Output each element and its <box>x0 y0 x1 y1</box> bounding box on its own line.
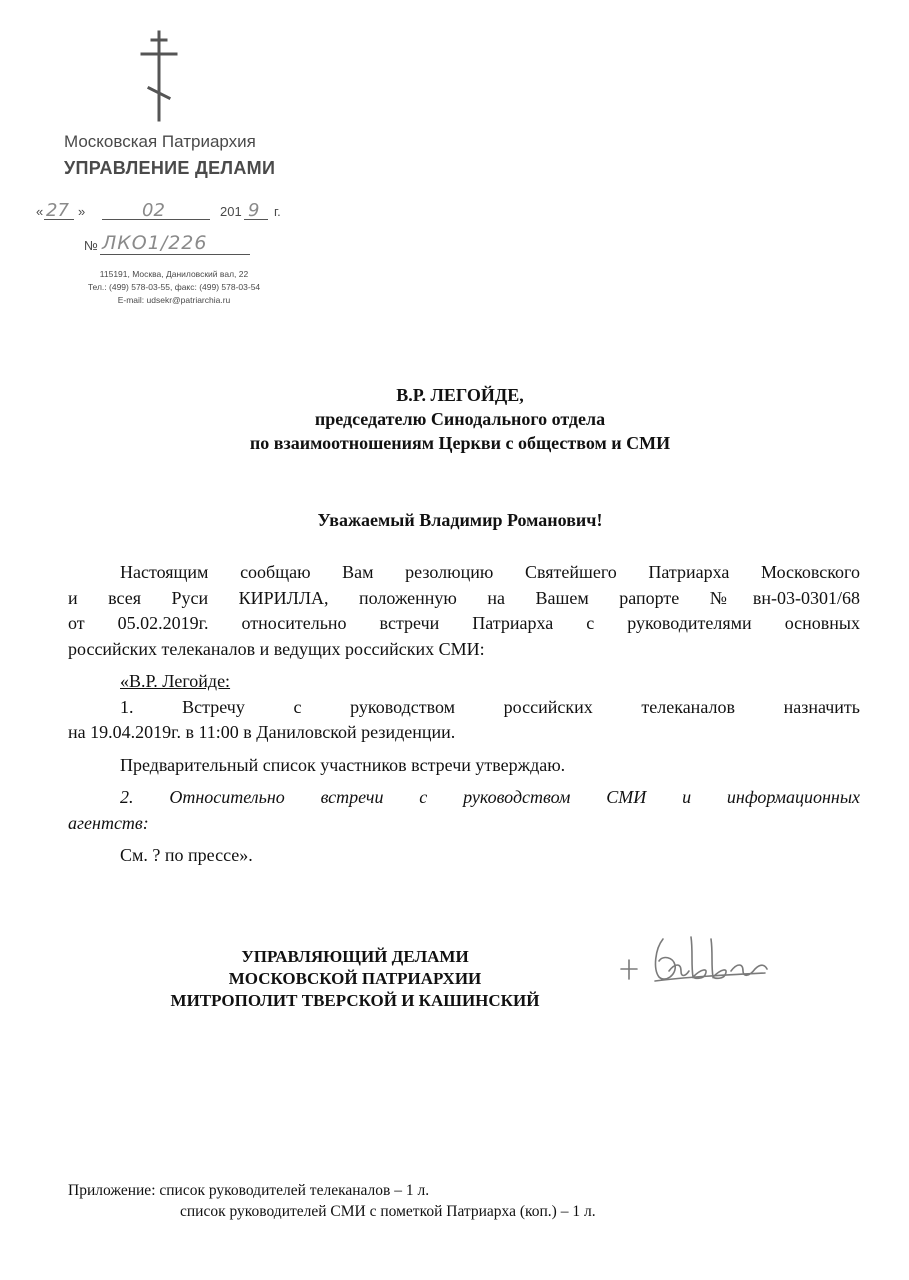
date-open-quote: « <box>36 204 44 219</box>
letterhead-address <box>64 268 284 307</box>
date-day-handwritten: 27 <box>46 200 69 221</box>
date-month-handwritten: 02 <box>142 200 165 221</box>
email-line: E-mail: udsekr@patriarchia.ru <box>117 295 231 305</box>
number-label: № <box>84 238 98 253</box>
number-line <box>100 254 250 255</box>
body-line: российских телеканалов и ведущих российских СМИ: <box>68 638 485 659</box>
resolution-item-1-line: на 19.04.2019г. в 11:00 в Даниловской резиденции. <box>68 722 456 742</box>
signatory-line: МОСКОВСКОЙ ПАТРИАРХИИ <box>228 969 482 988</box>
date-year-line <box>244 219 268 220</box>
date-suffix: г. <box>274 204 281 219</box>
letterhead-department: УПРАВЛЕНИЕ ДЕЛАМИ <box>64 158 276 178</box>
date-year-handwritten: 9 <box>248 200 260 221</box>
letterhead-number-field <box>84 232 284 258</box>
phone-line: Тел.: (499) 578-03-55, факс: (499) 578-03-54 <box>87 282 261 292</box>
resolution-item-1-approval: Предварительный список участников встречи утверждаю. <box>120 754 566 775</box>
attachment-block <box>68 1180 596 1222</box>
date-year-prefix: 201 <box>220 204 242 219</box>
date-close-quote: » <box>78 204 86 219</box>
orthodox-cross-icon <box>134 30 184 122</box>
attachment-line-1: Приложение: список руководителей телеканалов – 1 л. <box>68 1182 430 1199</box>
resolution-item-1-line: 1. Встречу с руководством российских телеканалов назначить <box>120 696 860 717</box>
date-day-line <box>44 219 74 220</box>
resolution-header: «В.Р. Легойде: <box>120 671 231 691</box>
body-line: от 05.02.2019г. относительно встречи Патриарха с руководителями основных <box>68 613 860 633</box>
resolution-item-2-line: 2. Относительно встречи с руководством СМИ и информационных <box>120 787 860 807</box>
signatory-block <box>120 946 590 1012</box>
attachment-line-2: список руководителей СМИ с пометкой Патриарха (коп.) – 1 л. <box>180 1203 596 1220</box>
addressee-department: по взаимоотношениям Церкви с обществом и СМИ <box>249 433 671 453</box>
letterhead-date-field <box>34 200 294 224</box>
signatory-line: МИТРОПОЛИТ ТВЕРСКОЙ И КАШИНСКИЙ <box>170 991 540 1010</box>
resolution-item-2-reply: См. ? по прессе». <box>120 845 253 865</box>
letter-body <box>68 560 860 869</box>
number-handwritten: ЛКО1/226 <box>102 232 208 254</box>
date-month-line <box>102 219 210 220</box>
body-line: Настоящим сообщаю Вам резолюцию Святейшего Патриарха Московского <box>120 562 860 582</box>
addressee-title: председателю Синодального отдела <box>314 409 606 429</box>
address-line: 115191, Москва, Даниловский вал, 22 <box>99 269 249 279</box>
resolution-item-2-line: агентств: <box>68 812 149 833</box>
signatory-line: УПРАВЛЯЮЩИЙ ДЕЛАМИ <box>241 947 469 966</box>
addressee-name: В.Р. ЛЕГОЙДЕ, <box>396 385 524 405</box>
handwritten-signature <box>615 925 775 995</box>
letterhead-organization: Московская Патриархия <box>64 132 256 151</box>
addressee-block <box>60 383 860 455</box>
salutation: Уважаемый Владимир Романович! <box>317 510 603 530</box>
body-line: и всея Руси КИРИЛЛА, положенную на Вашем рапорте №вн-03-0301/68 <box>68 587 860 608</box>
